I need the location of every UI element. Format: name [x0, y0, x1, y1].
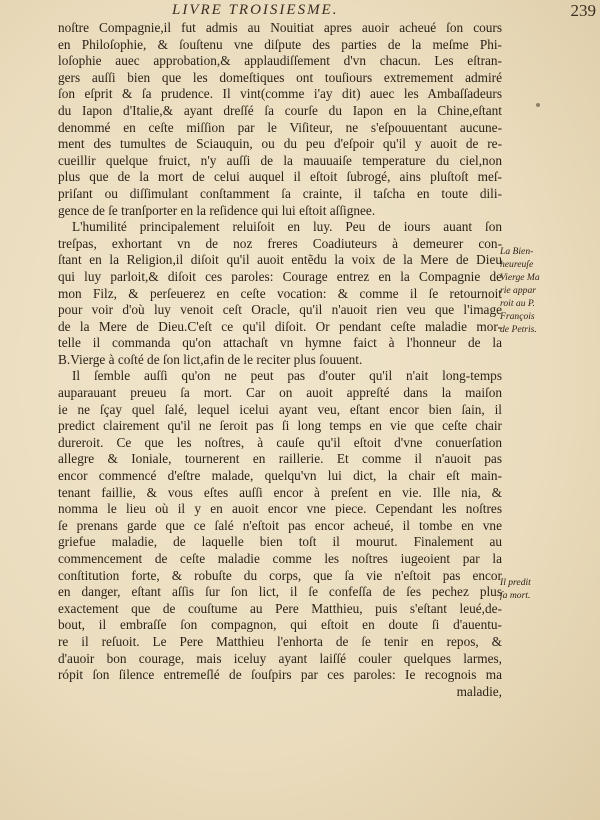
- text-line: mon Filz, & perſeuerez en ceſte vocation: & comme il ſe retournoit: [58, 285, 502, 301]
- text-line: tenant faillie, & vous eſtes auſſi encor à preſent en vie. Ille nia, &: [58, 484, 502, 500]
- text-line: du Iapon d'Italie,& ayant dreſſé ſa courſe du Iapon en la Chine,eſtant: [58, 102, 502, 118]
- margin-note-line: La Bien-: [500, 246, 534, 257]
- text-line: gence de ſe tranſporter en la reſidence qui lui eſtoit aſſignee.: [58, 202, 376, 218]
- text-line: noſtre Compagnie,il fut admis au Nouitiat apres auoir acheué ſon cours: [58, 20, 502, 35]
- margin-note-line: de Petris.: [500, 324, 537, 335]
- text-line: exactement que de couſtume au Pere Matthieu, puis s'eſtant leué,de-: [58, 600, 502, 616]
- text-line: en danger, eſtant aſſis ſur ſon lict, il ſe confeſſa de ſes pechez plus: [58, 584, 502, 600]
- text-line: de la Mere de Dieu.C'eſt ce qu'il diſoit. Or pendant ceſte maladie mor-: [58, 318, 502, 334]
- text-line: re il reſuoit. Le Pere Matthieu l'enhorta de ſe tenir en repos, &: [58, 633, 502, 649]
- text-line: L'humilité principalement reluiſoit en luy. Peu de iours auant ſon: [72, 219, 502, 235]
- text-line: ie ne ſçay quel ſalé, lequel icelui ayant veu, eſtant encor bien ſain, il: [58, 401, 502, 417]
- margin-notes: [500, 245, 586, 602]
- text-line: ſtant en la Religion,il diſoit qu'il auoit entẽdu la voix de la Mere de Dieu: [58, 252, 502, 268]
- text-line: encor commencé d'eſtre malade, quelqu'vn lui dict, la chair eſt main-: [58, 468, 502, 484]
- margin-note-line: heureuſe: [500, 259, 534, 270]
- text-line: ment des tumultes de Sciauquin, ou du peu d'eſpoir qu'il y auoit de re-: [58, 136, 502, 152]
- text-line: pour voir d'où luy venoit ceſt Oracle, qu'il n'auoit rien veu que l'image: [58, 302, 502, 318]
- margin-note-line: Vierge Ma: [500, 272, 540, 283]
- text-line: Il ſemble auſſi qu'on ne peut pas d'outer qu'il n'ait long-temps: [72, 368, 502, 384]
- text-line: conſtitution forte, & robuſte du corps, que ſa vie n'eſtoit pas encor: [58, 567, 502, 583]
- text-line: ſe prenans garde que ce ſalé n'eſtoit pas encor acheué, il tombe en vne: [58, 517, 502, 533]
- running-title: LIVRE TROISIESME.: [172, 2, 339, 18]
- text-line: loſophie auec approbation,& applaudiſſement d'vn chacun. Les eſtran-: [58, 53, 502, 69]
- text-line: B.Vierge à coſté de ſon lict,afin de le reciter plus ſouuent.: [58, 351, 363, 367]
- text-line: commencement de ceſte maladie comme les noſtres iugeoient par la: [58, 551, 502, 566]
- text-line: treſpas, exhortant vn de noz freres Coadiuteurs à demeurer con-: [58, 235, 502, 251]
- text-line: plus que de la mort de celui auquel il eſtoit ſubrogé, ains pluſtoſt meſ-: [58, 169, 502, 185]
- text-line: cueillir quelque fruict, n'y auſſi de la mauuaiſe temperature du ciel,non: [58, 152, 502, 168]
- text-line: predict clairement qu'il ne ſeroit pas ſi long temps en vie que ceſte chair: [58, 418, 502, 434]
- margin-note-line: ſa mort.: [500, 590, 531, 601]
- margin-note-line: roit au P.: [500, 298, 535, 309]
- text-line: bout, il embraſſe ſon compagnon, qui eſtoit en doute ſi d'auentu-: [58, 617, 502, 633]
- margin-note-line: François: [500, 311, 535, 322]
- text-line: auparauant preueu ſa mort. Car on auoit appreſté dans la maiſon: [58, 385, 502, 401]
- text-line: telle il commanda qu'on attachaſt vn hymne faict à l'honneur de la: [58, 335, 502, 351]
- text-line: ſon eſprit & ſa prudence. Il vint(comme i'ay dit) auec les Ambaſſadeurs: [58, 86, 502, 102]
- text-line: dureroit. Ce que les noſtres, à cauſe qu'il eſtoit d'vne conuerſation: [58, 434, 502, 450]
- text-line: allegre & Ioniale, tournerent en raillerie. Et comme il n'auoit pas: [58, 451, 502, 467]
- page-number: 239: [570, 1, 596, 20]
- text-line: rópit ſon ſilence entremeſlé de ſouſpirs par ces paroles: Ie recognois ma: [58, 667, 502, 683]
- paper-speck: [536, 103, 540, 107]
- text-line: nomma le lieu où il y en auoit encor vne piece. Cependant les noſtres: [58, 501, 502, 517]
- body-text: [58, 20, 502, 700]
- text-line: gers auſſi bien que les domeſtiques ont touſiours extremement admiré: [58, 69, 502, 85]
- text-line: qui luy parloit,& diſoit ces paroles: Courage entrez en la Compagnie de: [58, 268, 502, 284]
- margin-note-line: Il predit: [500, 577, 531, 588]
- margin-note-apparition: [500, 245, 586, 336]
- margin-note-line: rie appar: [500, 285, 536, 296]
- text-line: d'auoir bon courage, mais iceluy ayant laiſſé couler quelques larmes,: [58, 650, 502, 666]
- text-line: en Philoſophie, & ſouſtenu vne diſpute des parties de la meſme Phi-: [58, 36, 502, 52]
- margin-note-prediction: [500, 576, 586, 602]
- text-line: maladie,: [456, 683, 502, 699]
- text-line: denommé en ceſte miſſion par le Viſiteur, ne s'eſpouuentant aucune-: [58, 119, 502, 135]
- text-line: griefue maladie, de laquelle bien toſt il mourut. Finalement au: [58, 534, 502, 550]
- text-line: priſant ou diſſimulant conſtamment ſa crainte, il taſcha en toute dili-: [58, 185, 502, 201]
